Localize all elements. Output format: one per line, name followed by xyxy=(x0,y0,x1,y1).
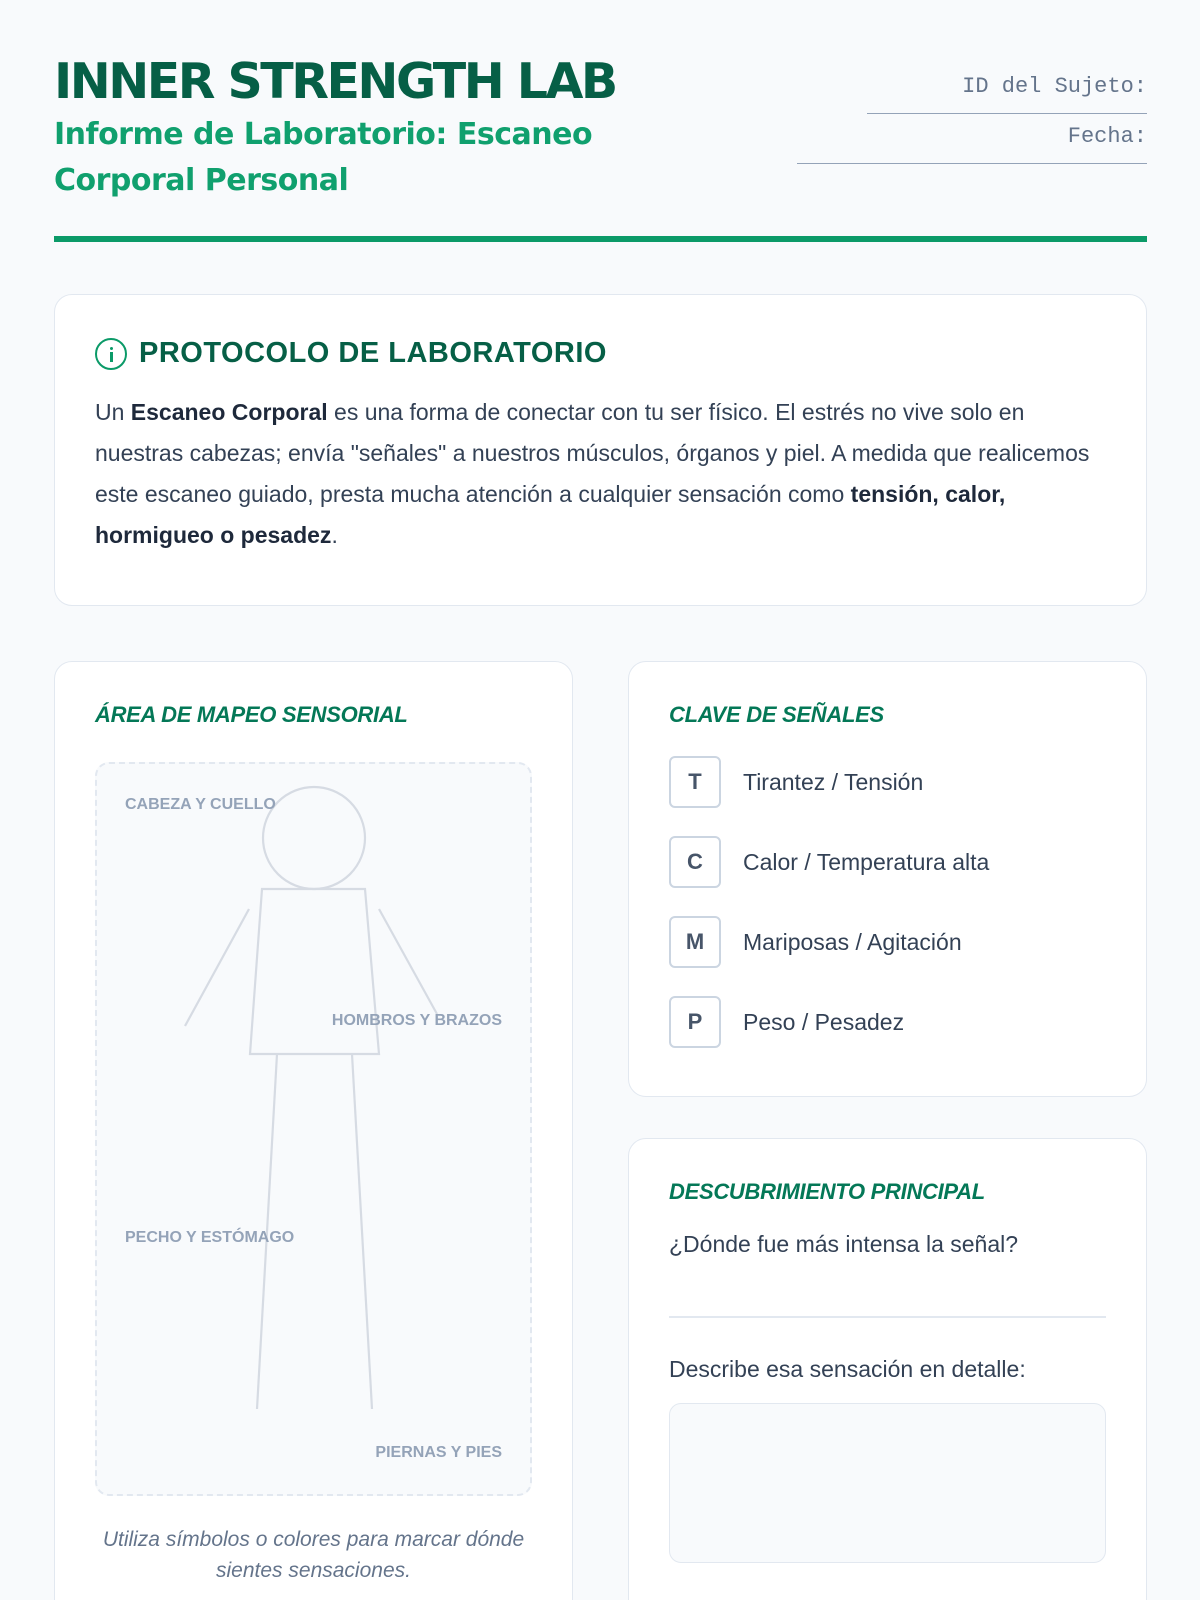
protocol-text xyxy=(95,392,1106,556)
protocol-text-bold: tensión, calor, hormigueo o pesadez xyxy=(95,481,1006,548)
discovery-title: DESCUBRIMIENTO PRINCIPAL xyxy=(669,1179,985,1204)
map-caption: Utiliza símbolos o colores para marcar dónde sientes sensaciones. xyxy=(102,1528,525,1582)
key-label: Mariposas / Agitación xyxy=(743,928,962,955)
description-answer-box[interactable] xyxy=(669,1403,1106,1563)
question-describe: Describe esa sensación en detalle: xyxy=(669,1356,1026,1382)
date-field[interactable] xyxy=(797,163,1147,164)
zone-label-head: CABEZA Y CUELLO xyxy=(125,796,276,813)
map-title: ÁREA DE MAPEO SENSORIAL xyxy=(95,702,408,727)
key-label: Tirantez / Tensión xyxy=(743,768,924,795)
sensory-map-card xyxy=(54,661,573,1600)
signal-key-card xyxy=(628,661,1147,1097)
key-item xyxy=(669,996,1106,1048)
protocol-text-part: . xyxy=(331,522,338,548)
key-code: C xyxy=(669,836,721,888)
protocol-text-part: Un xyxy=(95,399,131,425)
page-header xyxy=(54,52,1147,242)
key-label: Calor / Temperatura alta xyxy=(743,848,990,875)
date-label: Fecha: xyxy=(1067,124,1147,149)
zone-label-chest: PECHO Y ESTÓMAGO xyxy=(125,1229,295,1246)
key-code: P xyxy=(669,996,721,1048)
zone-label-legs: PIERNAS Y PIES xyxy=(375,1444,502,1461)
protocol-card xyxy=(54,294,1147,606)
info-icon xyxy=(95,338,127,370)
key-label: Peso / Pesadez xyxy=(743,1008,905,1035)
protocol-text-bold: Escaneo Corporal xyxy=(130,399,328,425)
discovery-card xyxy=(628,1138,1147,1600)
report-subtitle: Informe de Laboratorio: Escaneo Corporal Personal xyxy=(54,117,593,198)
protocol-title: PROTOCOLO DE LABORATORIO xyxy=(139,337,607,369)
key-item xyxy=(669,836,1106,888)
body-map-area[interactable] xyxy=(95,762,532,1496)
subject-id-label: ID del Sujeto: xyxy=(962,74,1147,99)
subject-id-field[interactable] xyxy=(867,113,1147,114)
key-item xyxy=(669,756,1106,808)
protocol-text-part: es una forma de conectar con tu ser físico. El estrés no vive solo en nuestras cabezas; envía "señales" a nuestros músculos, órganos y piel. A medida que realicemos este escaneo guiado, presta mucha atención a cualquier sensación como xyxy=(95,399,1090,507)
key-code: M xyxy=(669,916,721,968)
subject-meta xyxy=(797,74,1147,174)
key-title: CLAVE DE SEÑALES xyxy=(669,702,884,727)
question-intensity: ¿Dónde fue más intensa la señal? xyxy=(669,1231,1019,1257)
body-outline-icon xyxy=(97,764,534,1498)
zone-label-shoulders: HOMBROS Y BRAZOS xyxy=(331,1012,502,1029)
lab-title: INNER STRENGTH LAB xyxy=(54,53,616,110)
protocol-header xyxy=(95,337,1106,370)
intensity-answer-field[interactable] xyxy=(669,1316,1106,1318)
key-code: T xyxy=(669,756,721,808)
key-item xyxy=(669,916,1106,968)
